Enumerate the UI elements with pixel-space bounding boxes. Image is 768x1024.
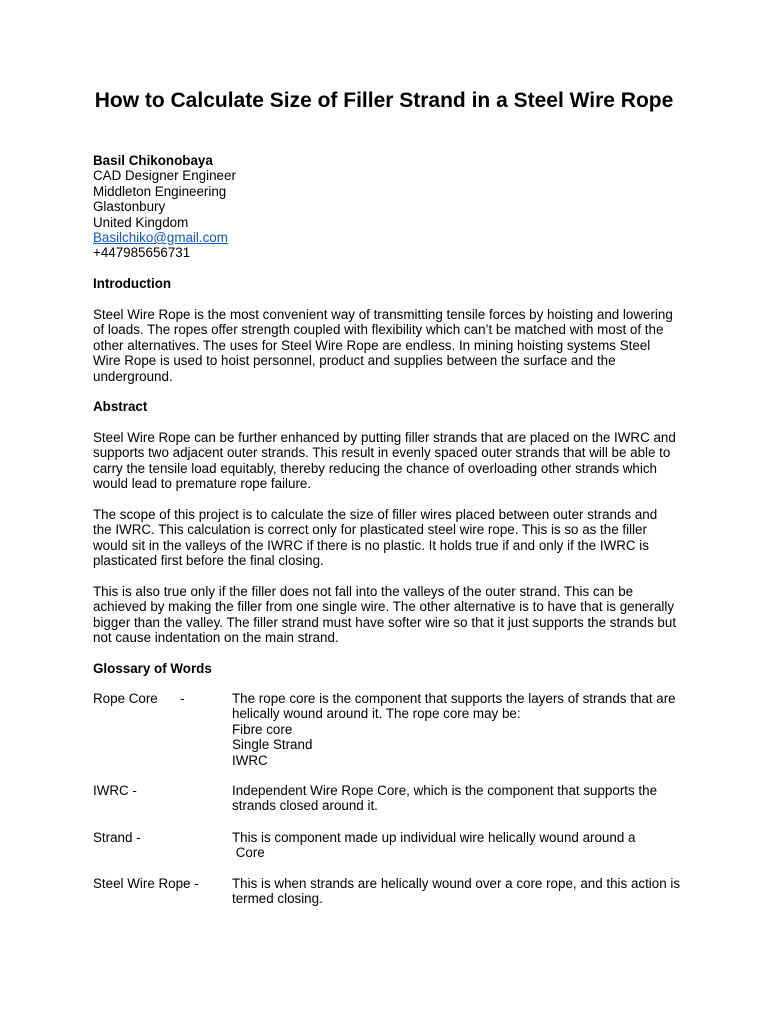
glossary-term-iwrc: IWRC - (93, 783, 137, 798)
glossary-definition-iwrc: Independent Wire Rope Core, which is the component that supports the strands closed around it. (232, 783, 658, 814)
author-city: Glastonbury (93, 199, 166, 215)
glossary-term-strand: Strand - (93, 830, 141, 845)
author-company: Middleton Engineering (93, 183, 227, 199)
glossary-definition-rope-core (232, 691, 682, 768)
abstract-paragraph-3: This is also true only if the filler does not fall into the valleys of the outer strand. This can be achieved by making the filler from one single wire. The other alternative is to have that is generally bigger than the valley. The filler strand must have softer wire so that it just supports the strands but not cause indentation on the main strand. (93, 584, 677, 646)
author-country: United Kingdom (93, 214, 189, 230)
glossary-term-rope-core: Rope Core - (93, 691, 185, 706)
rope-core-definition-text: The rope core is the component that supports the layers of strands that are helically wound around it. The rope core may be: (232, 691, 676, 722)
glossary-term-steel-wire-rope: Steel Wire Rope - (93, 876, 199, 891)
abstract-paragraph-2: The scope of this project is to calculate the size of filler wires placed between outer strands and the IWRC. This calculation is correct only for plasticated steel wire rope. This is so as the filler would sit in the valleys of the IWRC if there is no plastic. It holds true if and only if the IWRC is plasticated first before the final closing. (93, 507, 658, 569)
author-email-link[interactable]: Basilchiko@gmail.com (93, 230, 228, 246)
abstract-heading: Abstract (93, 399, 148, 414)
author-role: CAD Designer Engineer (93, 168, 236, 184)
author-block (93, 153, 693, 261)
glossary-definition-strand (232, 830, 682, 861)
rope-core-type-single-strand: Single Strand (232, 737, 313, 753)
author-phone: +447985656731 (93, 245, 191, 261)
document-title: How to Calculate Size of Filler Strand in a Steel Wire Rope (94, 89, 674, 112)
rope-core-type-fibre: Fibre core (232, 721, 293, 737)
strand-definition-line-2: Core (232, 845, 265, 861)
abstract-paragraph-1: Steel Wire Rope can be further enhanced by putting filler strands that are placed on the IWRC and supports two adjacent outer strands. This result in evenly spaced outer strands that will be able to carry the tensile load equitably, thereby reducing the chance of overloading other strands which would lead to premature rope failure. (93, 430, 676, 492)
author-name: Basil Chikonobaya (93, 153, 213, 168)
rope-core-type-iwrc: IWRC (232, 752, 268, 768)
introduction-paragraph: Steel Wire Rope is the most convenient way of transmitting tensile forces by hoisting and lowering of loads. The ropes offer strength coupled with flexibility which can’t be matched with most of the other alternatives. The uses for Steel Wire Rope are endless. In mining hoisting systems Steel Wire Rope is used to hoist personnel, product and supplies between the surface and the underground. (93, 307, 673, 384)
introduction-heading: Introduction (93, 276, 172, 291)
strand-definition-line-1: This is component made up individual wire helically wound around a (232, 830, 636, 845)
glossary-definition-steel-wire-rope: This is when strands are helically wound over a core rope, and this action is termed closing. (232, 876, 681, 907)
glossary-heading: Glossary of Words (93, 661, 212, 676)
